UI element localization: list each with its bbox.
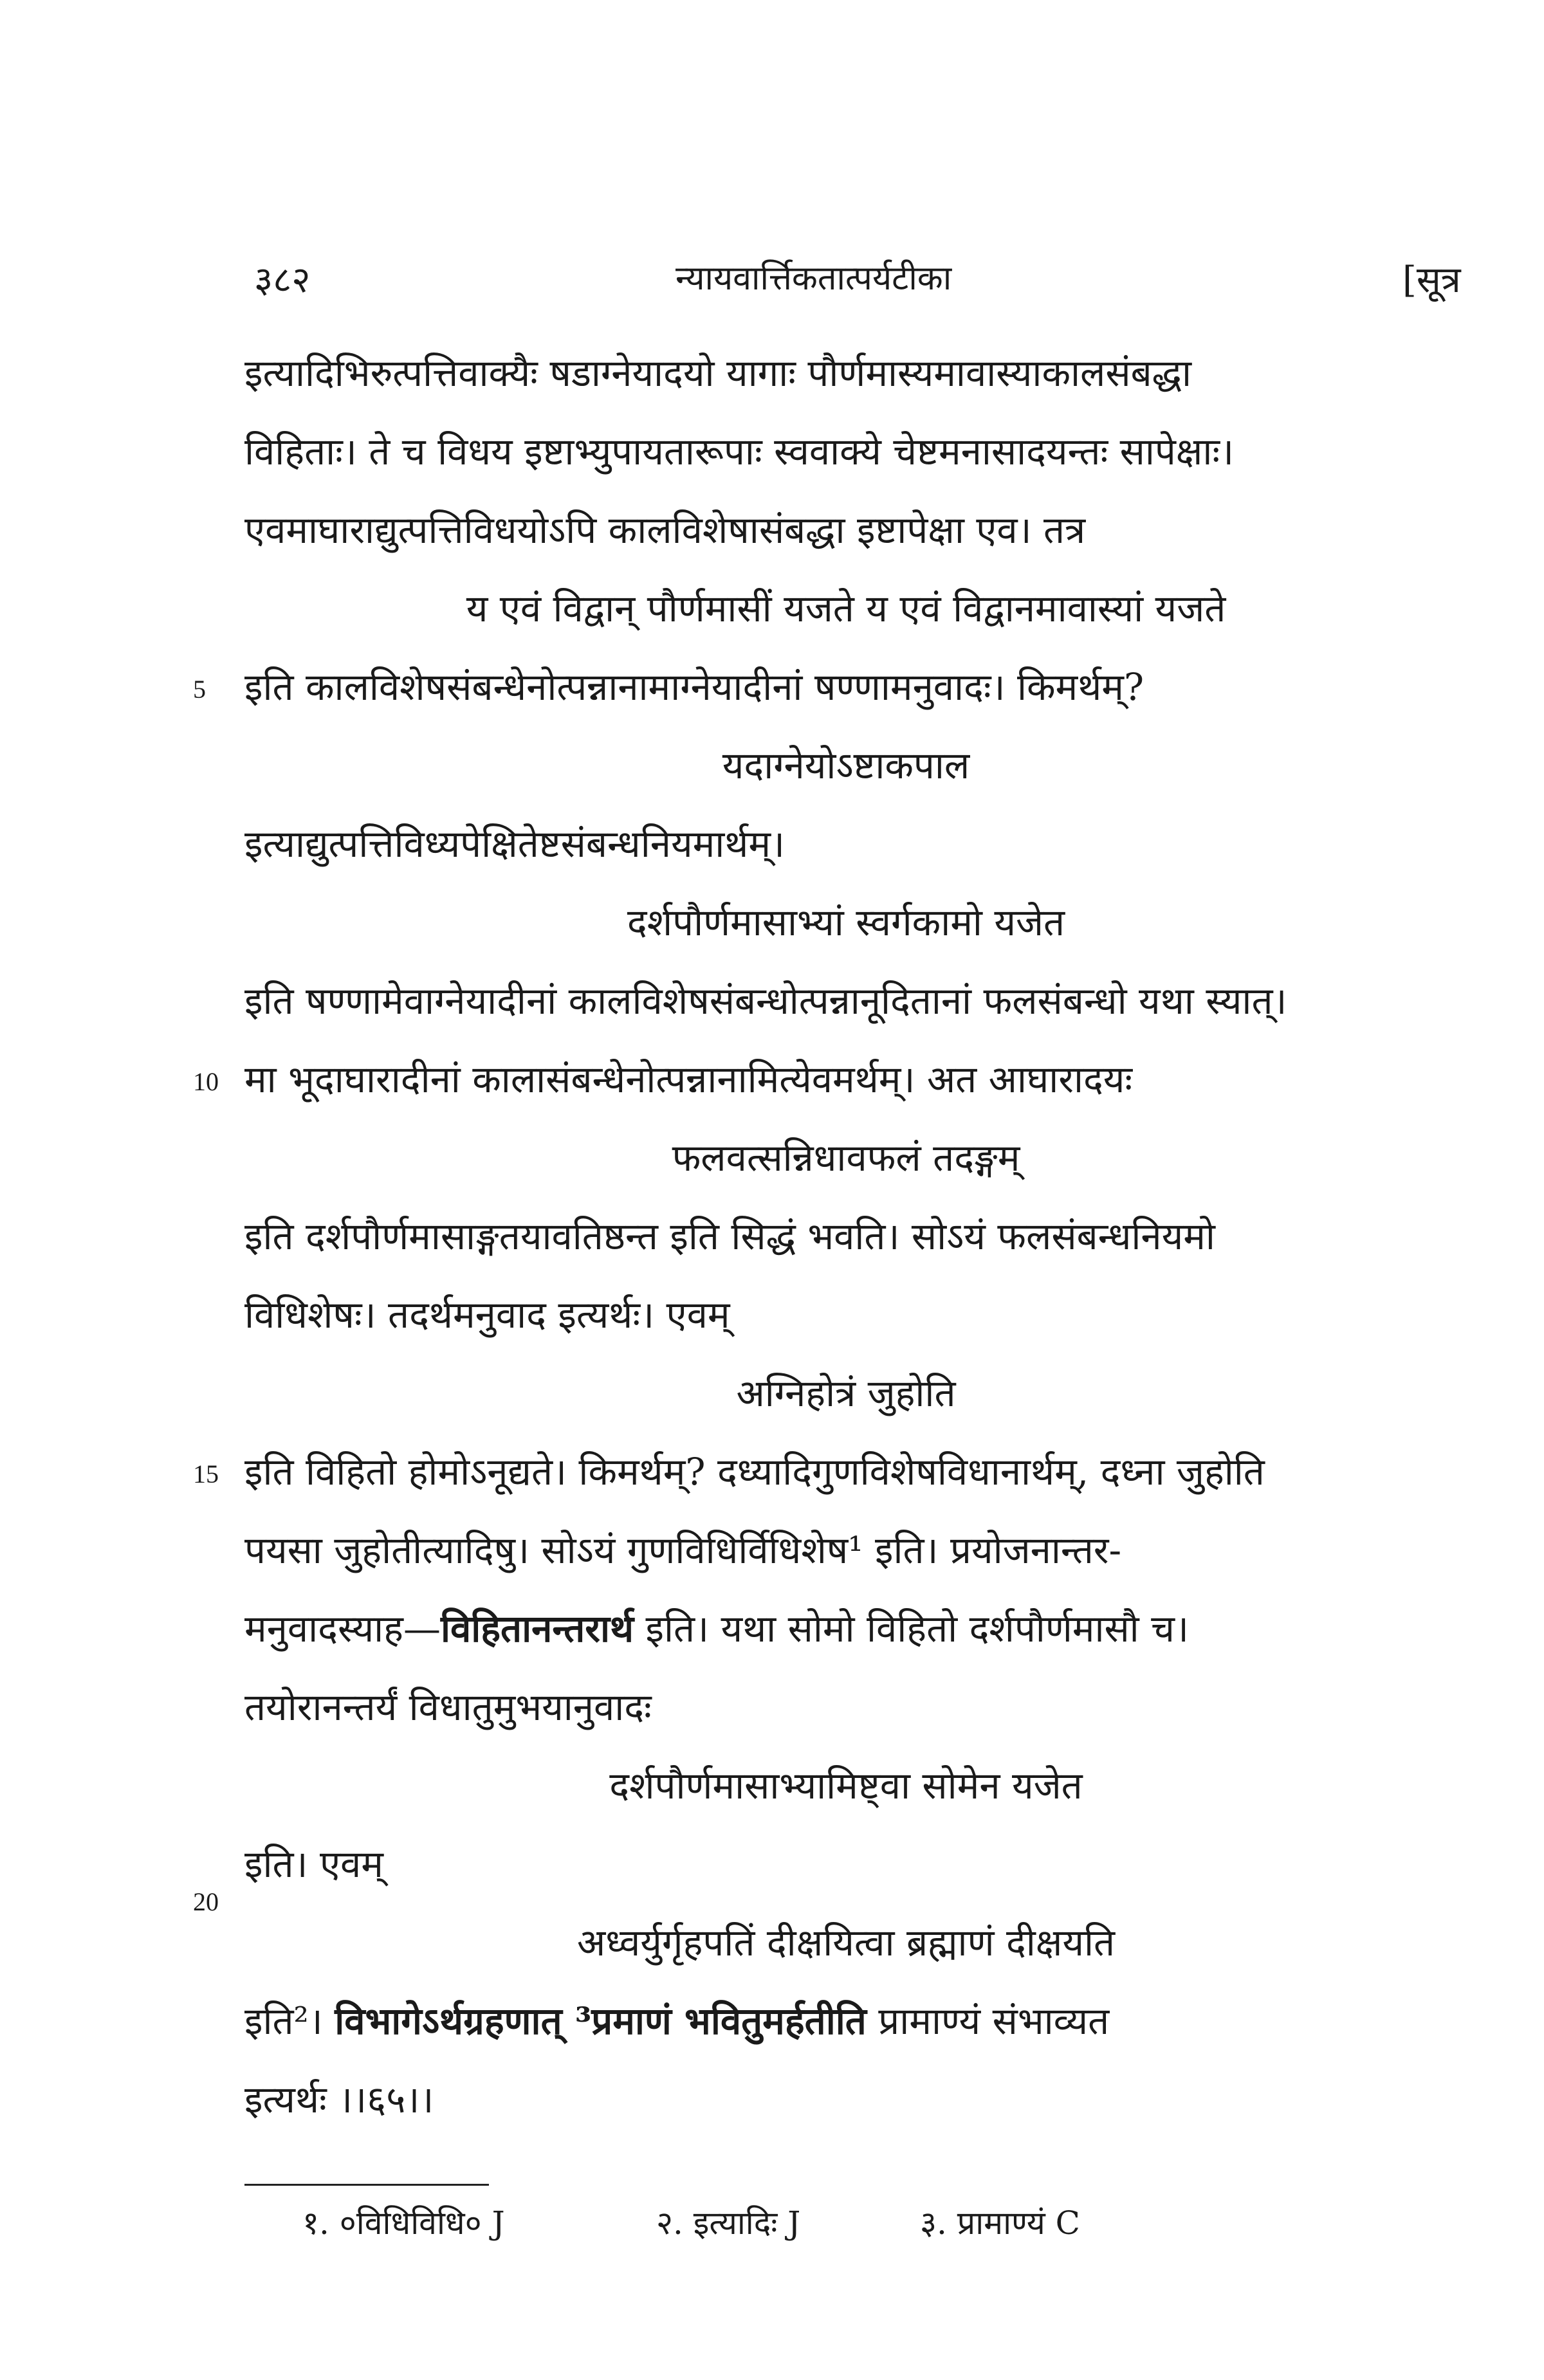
text-line: मा भूदाघारादीनां कालासंबन्धेनोत्पन्नानामित्येवमर्थम्। अत आघारादयः bbox=[244, 1057, 1133, 1101]
footnotes bbox=[0, 2200, 1544, 2251]
text-line: पयसा जुहोतीत्यादिषु। सोऽयं गुणविधिर्विधिशेष¹ इति। प्रयोजनान्तर- bbox=[244, 1528, 1122, 1572]
text-line: इति दर्शपौर्णमासाङ्गतयावतिष्ठन्त इति सिद्धं भवति। सोऽयं फलसंबन्धनियमो bbox=[244, 1214, 1215, 1258]
text-line bbox=[244, 1992, 1448, 2050]
text-line: विधिशेषः। तदर्थमनुवाद इत्यर्थः। एवम् bbox=[244, 1293, 730, 1337]
quoted-line: दर्शपौर्णमासाभ्यां स्वर्गकामो यजेत bbox=[627, 901, 1065, 944]
section-label: [सूत्र bbox=[1402, 259, 1461, 301]
quoted-line: अग्निहोत्रं जुहोति bbox=[736, 1371, 956, 1415]
line-segment: इति। यथा सोमो विहितो दर्शपौर्णमासौ च। bbox=[634, 1607, 1189, 1651]
quoted-line: य एवं विद्वान् पौर्णमासीं यजते य एवं विद्वानमावास्यां यजते bbox=[466, 587, 1226, 630]
line-segment: प्रामाण्यं संभाव्यत bbox=[866, 1999, 1110, 2043]
text-line: इति कालविशेषसंबन्धेनोत्पन्नानामाग्नेयादीनां षण्णामनुवादः। किमर्थम्? bbox=[244, 665, 1144, 709]
text-line: विहिताः। ते च विधय इष्टाभ्युपायतारूपाः स्ववाक्ये चेष्टमनासादयन्तः सापेक्षाः। bbox=[244, 430, 1235, 473]
line-number: 15 bbox=[193, 1460, 219, 1488]
footnote-2: २. इत्यादिः J bbox=[656, 2204, 801, 2242]
footnote-3: ३. प्रामाण्यं C bbox=[920, 2204, 1080, 2242]
footnote-1: १. ०विधिविधि० J bbox=[302, 2204, 505, 2242]
bold-term: विहितानन्तरार्थ bbox=[440, 1607, 634, 1651]
line-segment: इति²। bbox=[244, 1999, 335, 2043]
text-line: इति विहितो होमोऽनूद्यते। किमर्थम्? दध्यादिगुणविशेषविधानार्थम्, दध्ना जुहोति bbox=[244, 1450, 1265, 1494]
line-number: 20 bbox=[193, 1887, 219, 1916]
text-line: इति षण्णामेवाग्नेयादीनां कालविशेषसंबन्धोत्पन्नानूदितानां फलसंबन्धो यथा स्यात्। bbox=[244, 979, 1287, 1023]
quoted-line: फलवत्सन्निधावफलं तदङ्गम् bbox=[672, 1136, 1020, 1180]
quoted-line: यदाग्नेयोऽष्टाकपाल bbox=[722, 744, 970, 787]
quoted-line: दर्शपौर्णमासाभ्यामिष्ट्वा सोमेन यजेत bbox=[609, 1764, 1083, 1808]
line-segment: मनुवादस्याह— bbox=[244, 1607, 441, 1651]
text-line: एवमाघाराद्युत्पत्तिविधयोऽपि कालविशेषासंबद्धा इष्टापेक्षा एव। तत्र bbox=[244, 508, 1086, 552]
text-line: तयोरानन्तर्यं विधातुमुभयानुवादः bbox=[244, 1685, 652, 1729]
running-title: न्यायवार्त्तिकतात्पर्यटीका bbox=[676, 259, 952, 298]
text-line: इत्यर्थः ।।६५।। bbox=[244, 2078, 434, 2121]
text-line: इत्याद्युत्पत्तिविध्यपेक्षितेष्टसंबन्धनियमार्थम्। bbox=[244, 822, 786, 866]
page-header bbox=[0, 254, 1544, 312]
page-number: ३८२ bbox=[254, 259, 311, 301]
line-number: 5 bbox=[193, 675, 206, 704]
line-number: 10 bbox=[193, 1067, 219, 1096]
text-line: इत्यादिभिरुत्पत्तिवाक्यैः षडाग्नेयादयो यागाः पौर्णमास्यमावास्याकालसंबद्धा bbox=[244, 351, 1192, 395]
text-line: इति। एवम् bbox=[244, 1842, 383, 1886]
footnote-rule bbox=[244, 2184, 489, 2186]
quoted-line: अध्वर्युर्गृहपतिं दीक्षयित्वा ब्रह्माणं दीक्षयति bbox=[576, 1921, 1116, 1964]
text-line bbox=[244, 1600, 1448, 1658]
bold-term: विभागेऽर्थग्रहणात् ³प्रमाणं भवितुमर्हतीति bbox=[335, 1999, 867, 2043]
